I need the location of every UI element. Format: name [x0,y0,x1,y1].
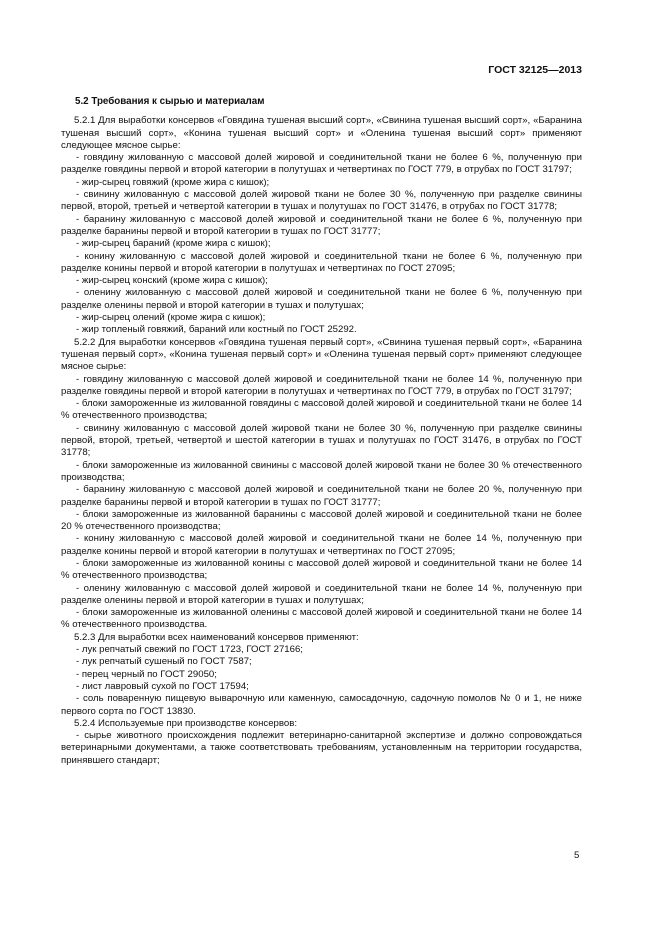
list-item: - оленину жилованную с массовой долей жировой и соединительной ткани не более 14 %, полученную при разделке оленины первой и второй категории в тушах и полутушах; [61,582,582,606]
list-item: - сырье животного происхождения подлежит ветеринарно-санитарной экспертизе и должно сопровождаться ветеринарными документами, а также соответствовать требованиям, установленным на территории государства, принявшего стандарт; [61,730,582,766]
list-item: - жир-сырец говяжий (кроме жира с кишок); [76,176,270,188]
list-item: - баранину жилованную с массовой долей жировой и соединительной ткани не более 6 %, полученную при разделке баранины первой и второй категории в тушах по ГОСТ 31777; [61,213,582,237]
section-title: 5.2 Требования к сырью и материалам [75,96,265,107]
list-item: - свинину жилованную с массовой долей жировой ткани не более 30 %, полученную при разделке свинины первой, второй, третьей, четвертой и шестой категории в тушах и полутушах по ГОСТ 31476, в отрубах по ГОСТ 31778; [61,422,582,459]
clause-paragraph: 5.2.1 Для выработки консервов «Говядина тушеная высший сорт», «Свинина тушеная высший сорт», «Баранина тушеная высший сорт», «Конина тушеная высший сорт» и «Оленина тушеная высший сорт» применяют следующее мясное сырье: [61,115,582,151]
list-item: - блоки замороженные из жилованной баранины с массовой долей жировой и соединительной ткани не более 20 % отечественного производства; [61,508,582,533]
list-item: - перец черный по ГОСТ 29050; [76,668,217,680]
list-item: - жир-сырец бараний (кроме жира с кишок); [76,238,271,250]
list-item: - баранину жилованную с массовой долей жировой и соединительной ткани не более 20 %, полученную при разделке баранины первой и второй категории в тушах по ГОСТ 31777; [61,484,582,508]
list-item: - лук репчатый свежий по ГОСТ 1723, ГОСТ 27166; [76,644,303,656]
list-item: - блоки замороженные из жилованной конины с массовой долей жировой и соединительной ткани не более 14 % отечественного производства; [61,557,582,582]
list-item: - жир-сырец олений (кроме жира с кишок); [76,312,266,324]
list-item: - свинину жилованную с массовой долей жировой ткани не более 30 %, полученную при разделке свинины первой, второй, третьей и четвертой категории в тушах и полутушах по ГОСТ 31476, в отрубах по ГОСТ 31778; [61,189,582,213]
clause-paragraph: 5.2.3 Для выработки всех наименований консервов применяют: [74,631,359,643]
list-item: - соль поваренную пищевую выварочную или каменную, самосадочную, садочную помолов № 0 и 1, не ниже первого сорта по ГОСТ 13830. [61,693,582,717]
list-item: - лук репчатый сушеный по ГОСТ 7587; [76,656,252,668]
clause-paragraph: 5.2.4 Используемые при производстве консервов: [74,717,297,729]
clause-paragraph: 5.2.2 Для выработки консервов «Говядина тушеная первый сорт», «Свинина тушеная первый сорт», «Баранина тушеная первый сорт», «Конина тушеная первый сорт» и «Оленина тушеная первый сорт» применяют следующее мясное сырье: [61,336,582,373]
list-item: - конину жилованную с массовой долей жировой и соединительной ткани не более 6 %, полученную при разделке конины первой и второй категории в полутушах и четвертинах по ГОСТ 27095; [61,250,582,274]
list-item: - лист лавровый сухой по ГОСТ 17594; [76,680,249,692]
list-item: - блоки замороженные из жилованной свинины с массовой долей жировой ткани не более 30 % отечественного производства; [61,459,582,483]
list-item: - блоки замороженные из жилованной оленины с массовой долей жировой и соединительной ткани не более 14 % отечественного производства. [61,607,582,631]
paragraph-list [61,115,582,767]
list-item: - конину жилованную с массовой долей жировой и соединительной ткани не более 14 %, полученную при разделке конины первой и второй категории в полутушах и четвертинах по ГОСТ 27095; [61,533,582,557]
list-item: - оленину жилованную с массовой долей жировой и соединительной ткани не более 6 %, полученную при разделке оленины первой и второй категории в тушах и полутушах; [61,287,582,311]
list-item: - жир-сырец конский (кроме жира с кишок); [76,275,268,287]
list-item: - блоки замороженные из жилованной говядины с массовой долей жировой и соединительной ткани не более 14 % отечественного производства; [61,398,582,422]
document-header-code: ГОСТ 32125—2013 [488,64,582,76]
list-item: - жир топленый говяжий, бараний или костный по ГОСТ 25292. [76,324,357,336]
list-item: - говядину жилованную с массовой долей жировой и соединительной ткани не более 6 %, полученную при разделке говядины первой и второй категории в полутушах и четвертинах по ГОСТ 779, в отрубах по ГОСТ 31797; [61,152,582,176]
list-item: - говядину жилованную с массовой долей жировой и соединительной ткани не более 14 %, полученную при разделке говядины первой и второй категории в полутушах и четвертинах по ГОСТ 779, в отрубах по ГОСТ 31797; [61,373,582,397]
document-body [61,96,582,767]
page-number: 5 [574,850,580,861]
